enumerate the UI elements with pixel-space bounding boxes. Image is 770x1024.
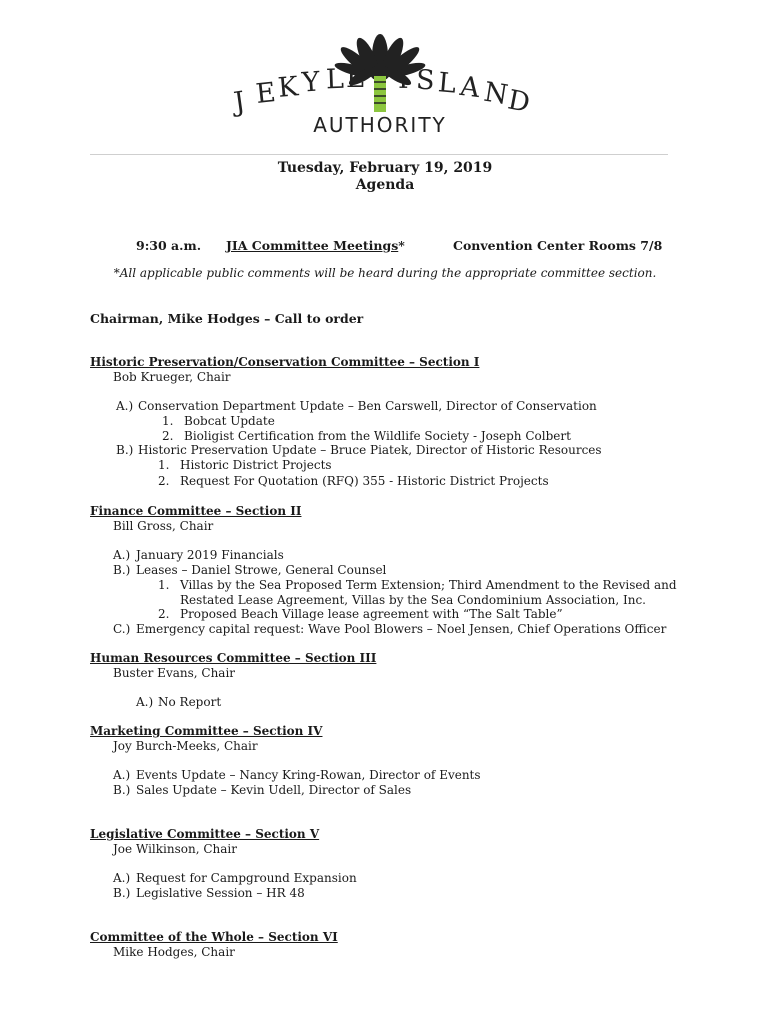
- agenda-item: January 2019 Financials: [136, 548, 284, 562]
- agenda-item: Historic Preservation Update – Bruce Piatek, Director of Historic Resources: [138, 443, 602, 457]
- logo-letter: Y: [300, 66, 321, 99]
- agenda-item: Proposed Beach Village lease agreement with “The Salt Table”: [180, 607, 563, 621]
- agenda-item: Events Update – Nancy Kring-Rowan, Director of Events: [136, 768, 481, 782]
- agenda-item-number: 2.: [158, 607, 170, 621]
- agenda-item: Emergency capital request: Wave Pool Blowers – Noel Jensen, Chief Operations Officer: [136, 622, 667, 636]
- logo-letter: J: [231, 86, 247, 119]
- agenda-item: No Report: [158, 695, 222, 709]
- section-chair: Bill Gross, Chair: [113, 519, 214, 533]
- logo-letter: A: [458, 70, 482, 105]
- section-title: Committee of the Whole – Section VI: [90, 930, 338, 944]
- meeting-location: Convention Center Rooms 7/8: [453, 238, 663, 253]
- agenda-item-continuation: Restated Lease Agreement, Villas by the Sea Condominium Association, Inc.: [180, 593, 646, 607]
- palm-tree-logo-icon: [230, 18, 540, 143]
- agenda-item: Villas by the Sea Proposed Term Extension; Third Amendment to the Revised and: [180, 578, 677, 592]
- agenda-item-number: A.): [113, 768, 131, 782]
- section-chair: Joy Burch-Meeks, Chair: [113, 739, 258, 753]
- logo-letter: D: [505, 84, 533, 119]
- section-chair: Mike Hodges, Chair: [113, 945, 235, 959]
- logo-letter: L: [436, 67, 458, 100]
- section-title: Finance Committee – Section II: [90, 504, 302, 518]
- agenda-item: Sales Update – Kevin Udell, Director of Sales: [136, 783, 412, 797]
- section-title: Marketing Committee – Section IV: [90, 724, 323, 738]
- section-chair: Buster Evans, Chair: [113, 666, 236, 680]
- agenda-item-number: 2.: [162, 429, 174, 443]
- agenda-item-number: 1.: [158, 578, 170, 592]
- agenda-item-number: A.): [136, 695, 154, 709]
- logo-letter: E: [254, 77, 278, 110]
- agenda-item: Request For Quotation (RFQ) 355 - Historic District Projects: [180, 474, 549, 488]
- header-divider: [90, 154, 668, 155]
- page-title: Agenda: [355, 177, 415, 193]
- meeting-time: 9:30 a.m.: [136, 238, 202, 253]
- logo-letter: I: [398, 64, 409, 95]
- agenda-item-number: A.): [116, 399, 134, 413]
- logo-letter: K: [276, 71, 300, 104]
- agenda-item-number: 1.: [162, 414, 174, 428]
- logo-letter: L: [346, 63, 364, 94]
- section-chair: Joe Wilkinson, Chair: [113, 842, 237, 856]
- logo-authority-text: AUTHORITY: [313, 113, 447, 137]
- agenda-item-number: 1.: [158, 458, 170, 472]
- agenda-item-number: A.): [113, 548, 131, 562]
- section-title: Human Resources Committee – Section III: [90, 651, 377, 665]
- agenda-item-number: 2.: [158, 474, 170, 488]
- agenda-item-number: B.): [113, 783, 131, 797]
- section-chair: Bob Krueger, Chair: [113, 370, 231, 384]
- meeting-name-mark: *: [398, 238, 405, 253]
- section-title: Historic Preservation/Conservation Committee – Section I: [90, 355, 480, 369]
- section-title: Legislative Committee – Section V: [90, 827, 320, 841]
- agenda-item-number: B.): [116, 443, 134, 457]
- jekyll-island-authority-logo: [230, 18, 540, 143]
- meeting-name: [226, 238, 405, 253]
- agenda-item: Conservation Department Update – Ben Carswell, Director of Conservation: [138, 399, 597, 413]
- meeting-name-text: JIA Committee Meetings: [226, 238, 399, 253]
- agenda-item: Bobcat Update: [184, 414, 275, 428]
- logo-letter: N: [481, 76, 510, 111]
- agenda-item: Legislative Session – HR 48: [136, 886, 305, 900]
- agenda-item: Historic District Projects: [180, 458, 332, 472]
- agenda-item: Request for Campground Expansion: [136, 871, 357, 885]
- agenda-item-number: A.): [113, 871, 131, 885]
- public-comment-note: *All applicable public comments will be heard during the appropriate committee section.: [113, 266, 657, 280]
- meeting-date: Tuesday, February 19, 2019: [277, 160, 493, 176]
- logo-letter: S: [415, 64, 436, 97]
- agenda-item-number: C.): [113, 622, 131, 636]
- logo-letter: L: [325, 63, 345, 96]
- call-to-order: Chairman, Mike Hodges – Call to order: [90, 311, 364, 326]
- agenda-item-number: B.): [113, 886, 131, 900]
- agenda-item: Bioligist Certification from the Wildlife Society - Joseph Colbert: [184, 429, 571, 443]
- agenda-item: Leases – Daniel Strowe, General Counsel: [136, 563, 387, 577]
- agenda-item-number: B.): [113, 563, 131, 577]
